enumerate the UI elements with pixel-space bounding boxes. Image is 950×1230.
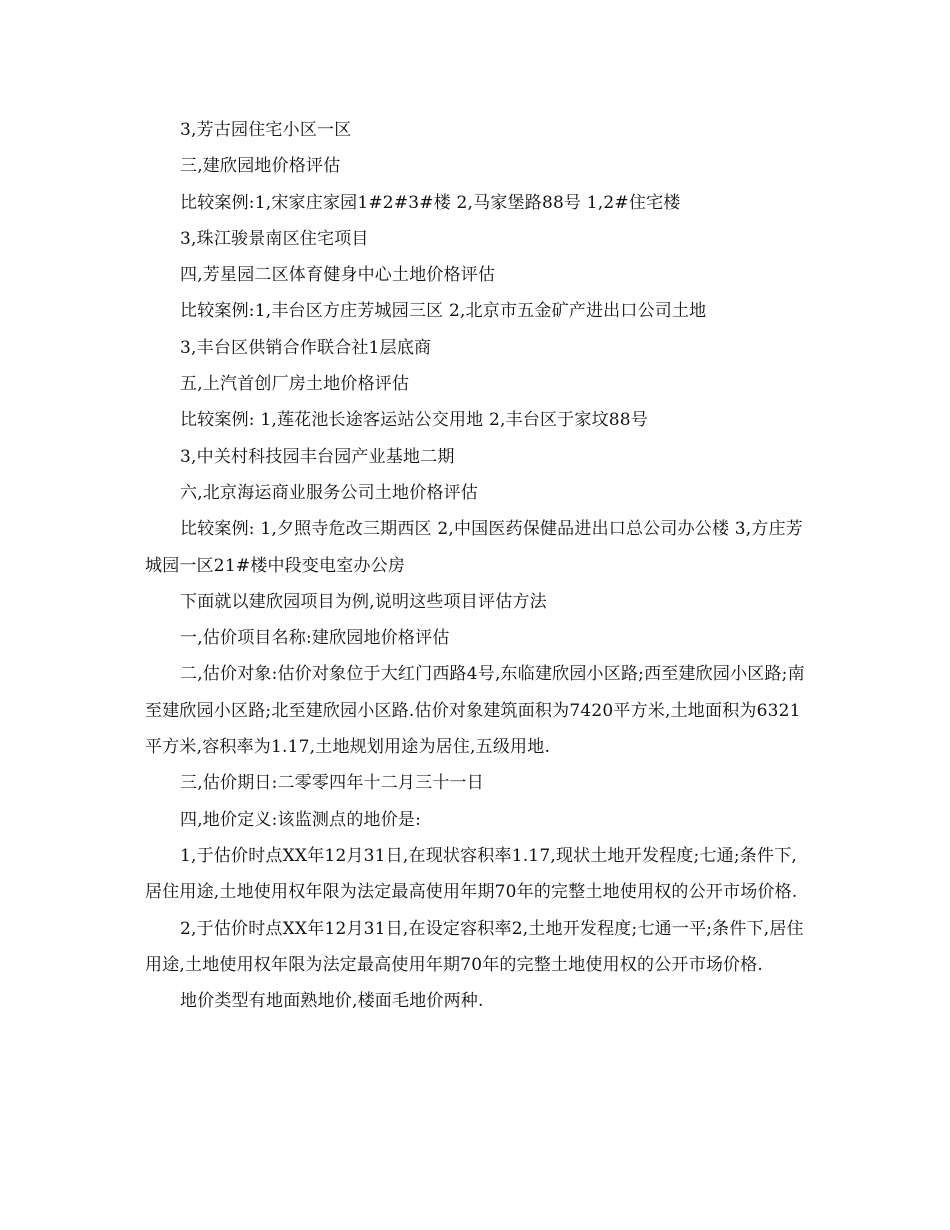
paragraph: 比较案例: 1,莲花池长途客运站公交用地 2,丰台区于家坟88号 [180,410,649,431]
paragraph: 地价类型有地面熟地价,楼面毛地价两种. [180,991,484,1012]
paragraph: 2,于估价时点XX年12月31日,在设定容积率2,土地开发程度;七通一平;条件下,居住用途,土地使用权年限为法定最高使用年期70年的完整土地使用权的公开市场价格. [145,918,804,975]
paragraph: 3,芳古园住宅小区一区 [180,120,352,140]
section-heading: 五,上汽首创厂房土地价格评估 [180,374,410,395]
paragraph: 3,丰台区供销合作联合社1层底商 [180,337,432,358]
paragraph: 比较案例: 1,夕照寺危改三期西区 2,中国医药保健品进出口总公司办公楼 3,方庄芳城园一区21#楼中段变电室办公房 [145,519,803,576]
paragraph: 二,估价对象:估价对象位于大红门西路4号,东临建欣园小区路;西至建欣园小区路;南至建欣园小区路;北至建欣园小区路.估价对象建筑面积为7420平方米,土地面积为6321平方米,容积率为1.17,土地规划用途为居住,五级用地. [145,664,805,758]
paragraph: 一,估价项目名称:建欣园地价格评估 [180,628,450,649]
paragraph: 下面就以建欣园项目为例,说明这些项目评估方法 [180,591,547,612]
paragraph: 3,中关村科技园丰台园产业基地二期 [180,446,455,467]
paragraph: 比较案例:1,宋家庄家园1#2#3#楼 2,马家堡路88号 1,2#住宅楼 [180,192,681,213]
paragraph: 3,珠江骏景南区住宅项目 [180,228,369,249]
paragraph: 四,地价定义:该监测点的地价是: [180,809,422,830]
paragraph: 1,于估价时点XX年12月31日,在现状容积率1.17,现状土地开发程度;七通;条件下,居住用途,土地使用权年限为法定最高使用年期70年的完整土地使用权的公开市场价格. [145,845,798,903]
section-heading: 三,建欣园地价格评估 [180,156,341,177]
document-body [145,112,805,1019]
section-heading: 四,芳星园二区体育健身中心土地价格评估 [180,265,496,286]
paragraph: 三,估价期日:二零零四年十二月三十一日 [180,773,484,794]
paragraph: 比较案例:1,丰台区方庄芳城园三区 2,北京市五金矿产进出口公司土地 [180,301,707,322]
section-heading: 六,北京海运商业服务公司土地价格评估 [180,482,479,503]
